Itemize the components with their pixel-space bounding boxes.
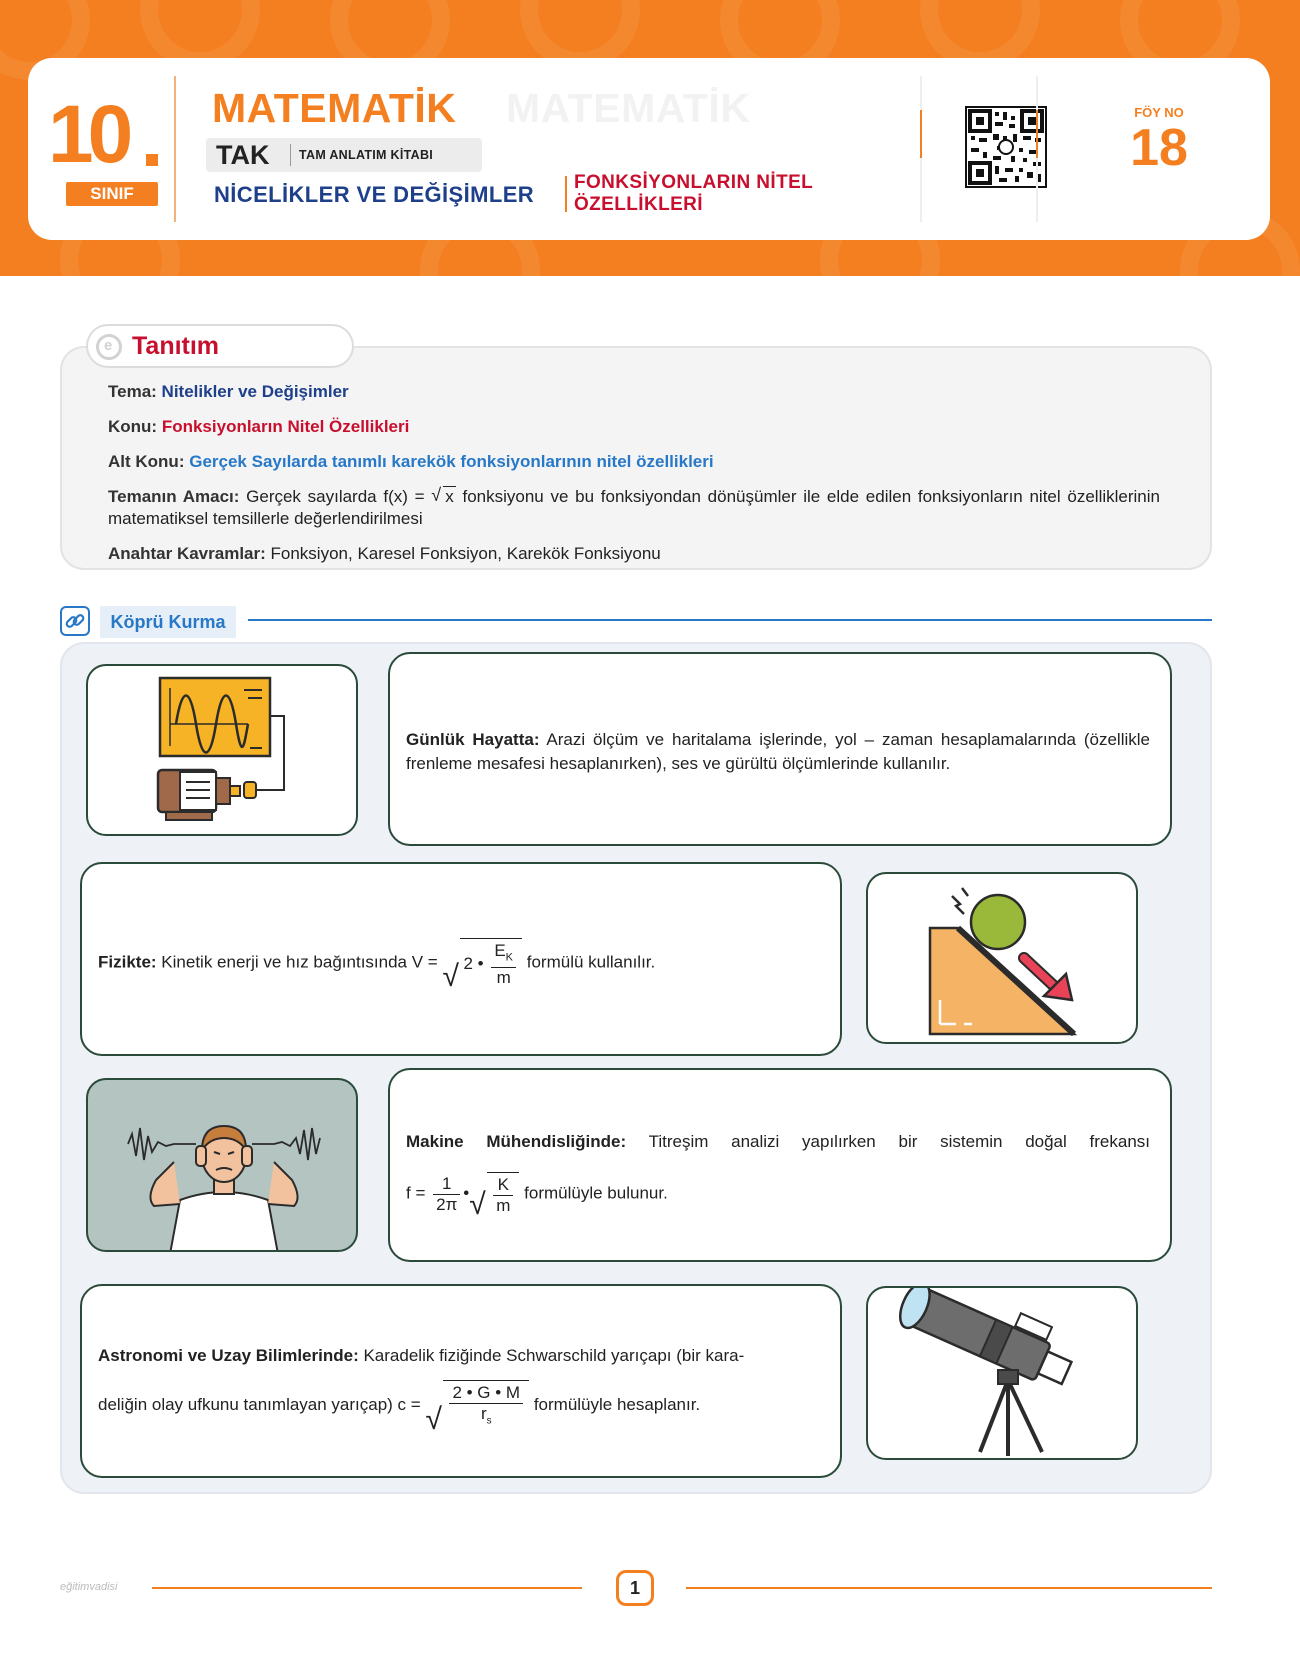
daily-life-text (406, 728, 1150, 776)
denominator-symbol: r (480, 1404, 487, 1423)
header-band (0, 0, 1300, 276)
machine-label: Makine Mühendisliğinde: (406, 1132, 627, 1151)
grade-dot (146, 154, 158, 166)
fraction-denominator: 2π (436, 1194, 458, 1214)
physics-label: Fizikte: (98, 952, 157, 972)
physics-card (80, 862, 842, 1056)
radicand: 2 • $\frac{E_K}{m}$ (460, 938, 522, 988)
footer-brand: eğitimvadisi (60, 1581, 118, 1593)
rolling-ball-incline-icon (868, 874, 1138, 1044)
noise-illustration (86, 1078, 358, 1252)
fraction (491, 941, 516, 988)
grade-number: 10 (48, 89, 128, 180)
machine-text-line1 (406, 1130, 1150, 1154)
schwarzschild-formula (425, 1380, 529, 1437)
person-covering-ears-icon (88, 1080, 358, 1252)
header-card (28, 58, 1270, 240)
daily-life-body: Arazi ölçüm ve haritalama işlerinde, yol – zaman hesaplamalarında (özellikle frenleme mesafesi hesaplanırken), ses ve gürültü ölçümlerinde kullanılır. (406, 730, 1150, 773)
telescope-icon (868, 1288, 1138, 1460)
machine-post: formülüyle bulunur. (524, 1183, 668, 1203)
book-code-box (206, 138, 482, 172)
altkonu-label: Alt Konu: (108, 452, 185, 471)
divider (565, 176, 567, 212)
intro-row-tema (108, 381, 349, 403)
fraction-numerator: 2 • G • M (449, 1383, 523, 1404)
radicand (443, 1380, 529, 1431)
machine-engineering-card (388, 1068, 1172, 1262)
divider (290, 144, 291, 166)
qr-code-graphic (967, 108, 1045, 186)
subject-ghost-title: MATEMATİK (506, 85, 751, 131)
fraction-numerator: K (493, 1175, 513, 1196)
sqrt-icon: √ (442, 960, 459, 994)
fraction-denominator: m (496, 1196, 511, 1215)
footer-rule-right (686, 1587, 1212, 1589)
footer-rule-left (152, 1587, 582, 1589)
machine-formula-line: f = $\frac{1}{2\pi}$ • √ $\frac{K}{m}$ formülüyle bulunur. (406, 1173, 668, 1221)
astronomy-post: formülüyle hesaplanır. (533, 1395, 701, 1415)
physics-pre: Kinetik enerji ve hız bağıntısında V = (161, 952, 438, 972)
radicand (487, 1172, 519, 1216)
link-icon (60, 606, 90, 636)
velocity-formula (442, 938, 522, 994)
subject-title: MATEMATİK (212, 85, 457, 131)
fraction (433, 1174, 460, 1215)
altkonu-value: Gerçek Sayılarda tanımlı karekök fonksiyonlarının nitel özellikleri (189, 452, 714, 471)
fraction-denominator (449, 1404, 523, 1431)
oscilloscope-illustration (86, 664, 358, 836)
frequency-symbol: f = (406, 1183, 426, 1203)
astronomy-text-line1 (98, 1344, 828, 1368)
astronomy-label: Astronomi ve Uzay Bilimlerinde: (98, 1346, 359, 1365)
intro-row-altkonu (108, 451, 714, 473)
numerator-subscript: K (505, 951, 514, 964)
astronomy-text-line2 (98, 1380, 828, 1437)
tema-value: Nitelikler ve Değişimler (161, 382, 349, 401)
amac-post: fonksiyonu ve bu fonksiyondan dönüşümler ile elde edilen fonksiyonların nitel özelliklerinin matematiksel temsillerle değerlendirilmesi (108, 487, 1160, 528)
incline-illustration (866, 872, 1138, 1044)
intro-row-amac (108, 486, 1160, 530)
kavram-value: Fonksiyon, Karesel Fonksiyon, Karekök Fonksiyonu (270, 544, 661, 563)
astronomy-body1: Karadelik fiziğinde Schwarschild yarıçapı (bir kara- (363, 1346, 745, 1365)
physics-text (98, 938, 828, 994)
qr-code[interactable] (965, 106, 1047, 188)
physics-post: formülü kullanılır. (526, 952, 656, 972)
kavram-label: Anahtar Kavramlar: (108, 544, 266, 563)
sheet-number: 18 (1130, 119, 1188, 177)
fraction (493, 1175, 513, 1216)
denominator-subscript: s (486, 1415, 492, 1427)
grade-label: SINIF (66, 182, 158, 206)
astronomy-body2: deliğin olay ufkunu tanımlayan yarıçap) c = (98, 1395, 421, 1415)
konu-value: Fonksiyonların Nitel Özellikleri (161, 417, 410, 436)
numerator-symbol: E (494, 941, 506, 960)
amac-pre: Gerçek sayılarda f(x) = (246, 487, 425, 506)
book-code: TAK (216, 140, 270, 170)
amac-label: Temanın Amacı: (108, 487, 240, 506)
topic-title (574, 172, 874, 216)
radicand: x (445, 487, 454, 506)
intro-title: Tanıtım (132, 332, 220, 360)
page-number: 1 (616, 1570, 654, 1606)
divider-accent (920, 110, 922, 158)
divider-accent (1036, 110, 1038, 158)
sheet-label: FÖY NO (1134, 105, 1184, 120)
fraction-numerator (491, 941, 516, 968)
divider (174, 76, 176, 222)
astronomy-card (80, 1284, 842, 1478)
formula-factor: 2 (463, 954, 473, 974)
sqrt-expression (431, 486, 456, 508)
topic-title-line1: FONKSİYONLARIN NİTEL (574, 172, 814, 193)
sqrt-icon: √ (425, 1403, 442, 1437)
fraction-numerator: 1 (433, 1174, 460, 1195)
intro-row-konu (108, 416, 409, 438)
sqrt-icon: √ (431, 485, 442, 505)
fraction (449, 1383, 523, 1431)
intro-row-kavram (108, 543, 661, 565)
link-icon-graphic (62, 608, 88, 634)
fraction-denominator: m (496, 968, 511, 988)
konu-label: Konu: (108, 417, 158, 436)
bridge-rule (248, 619, 1212, 621)
sqrt-icon: √ (469, 1188, 486, 1221)
book-name: TAM ANLATIM KİTABI (299, 148, 434, 162)
oscilloscope-icon (88, 666, 358, 836)
telescope-illustration (866, 1286, 1138, 1460)
daily-life-card (388, 652, 1172, 846)
bridge-title: Köprü Kurma (100, 606, 236, 638)
frequency-sqrt (469, 1172, 519, 1221)
topic-title-line2: ÖZELLİKLERİ (574, 194, 703, 215)
tema-label: Tema: (108, 382, 157, 401)
brand-logo-icon (96, 334, 122, 360)
machine-body: Titreşim analizi yapılırken bir sistemin doğal frekansı (648, 1132, 1150, 1151)
daily-life-label: Günlük Hayatta: (406, 730, 540, 749)
theme-title: NİCELİKLER VE DEĞİŞİMLER (214, 182, 535, 207)
intro-tab (86, 324, 354, 368)
